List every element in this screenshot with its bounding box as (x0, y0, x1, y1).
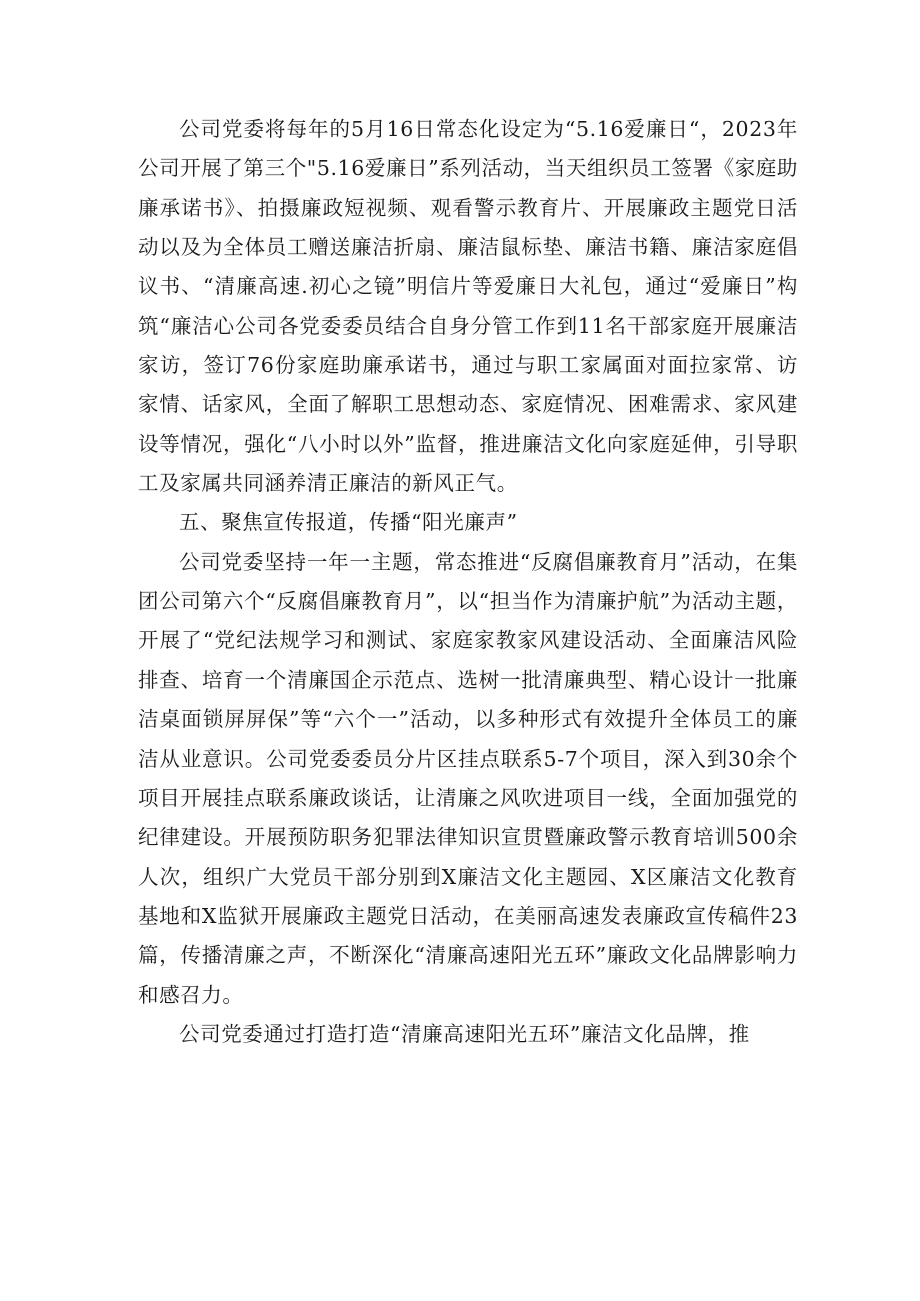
paragraph-family-integrity: 公司党委将每年的5月16日常态化设定为“5.16爱廉日“，2023年公司开展了第三个"5.16爱廉日”系列活动，当天组织员工签署《家庭助廉承诺书》、拍摄廉政短视频、观看警示教育片、开展廉政主题党日活动以及为全体员工赠送廉洁折扇、廉洁鼠标垫、廉洁书籍、廉洁家庭倡议书、“清廉高速.初心之镜”明信片等爱廉日大礼包，通过“爱廉日”构筑“廉洁心公司各党委委员结合自身分管工作到11名干部家庭开展廉洁家访，签订76份家庭助廉承诺书，通过与职工家属面对面拉家常、访家情、话家风，全面了解职工思想动态、家庭情况、困难需求、家风建设等情况，强化“八小时以外”监督，推进廉洁文化向家庭延伸，引导职工及家属共同涵养清正廉洁的新风正气。 (138, 117, 798, 496)
paragraph-education-month: 公司党委坚持一年一主题，常态推进“反腐倡廉教育月”活动，在集团公司第六个“反腐倡廉教育月”，以“担当作为清廉护航”为活动主题，开展了“党纪法规学习和测试、家庭家教家风建设活动、全面廉洁风险排查、培育一个清廉国企示范点、选树一批清廉典型、精心设计一批廉洁桌面锁屏屏保”等“六个一”活动，以多种形式有效提升全体员工的廉洁从业意识。公司党委委员分片区挂点联系5-7个项目，深入到30余个项目开展挂点联系廉政谈话，让清廉之风吹进项目一线，全面加强党的纪律建设。开展预防职务犯罪法律知识宣贯暨廉政警示教育培训500余人次，组织广大党员干部分别到X廉洁文化主题园、X区廉洁文化教育基地和X监狱开展廉政主题党日活动，在美丽高速发表廉政宣传稿件23篇，传播清廉之声，不断深化“清廉高速阳光五环”廉政文化品牌影响力和感召力。 (138, 549, 798, 1007)
document-body (138, 110, 798, 1054)
paragraph-brand-building: 公司党委通过打造打造“清廉高速阳光五环”廉洁文化品牌，推 (179, 1021, 750, 1046)
section-heading: 五、聚焦宣传报道，传播“阳光廉声” (179, 510, 518, 535)
